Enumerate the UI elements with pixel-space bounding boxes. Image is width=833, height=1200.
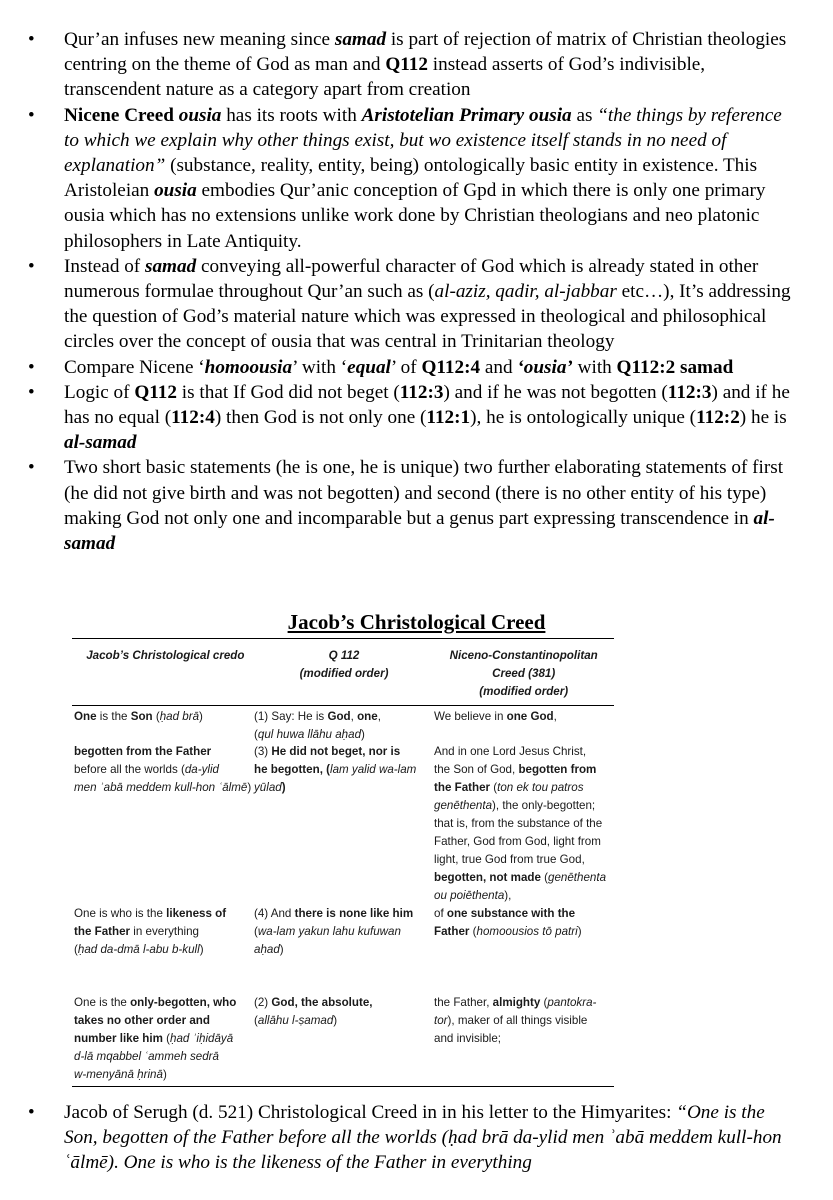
text-segment: genēthenta bbox=[434, 799, 493, 812]
text-segment: ) bbox=[162, 1068, 167, 1081]
table-row-1-jacob bbox=[74, 708, 252, 726]
text-segment: ( bbox=[490, 781, 498, 794]
text-segment: d-lā mqabbel ʿammeh sedrā bbox=[74, 1050, 219, 1063]
text-segment: (2) bbox=[254, 996, 272, 1009]
text-segment: ( bbox=[74, 943, 78, 956]
text-segment: ou poiēthenta bbox=[434, 889, 505, 902]
header-q112: Q 112 (modified order) bbox=[299, 649, 389, 680]
text-segment: ‘ousia’ bbox=[517, 356, 573, 378]
text-segment: begotten from bbox=[518, 763, 597, 776]
text-segment: that is, from the substance of the bbox=[434, 817, 603, 830]
text-segment: aḥad bbox=[254, 943, 280, 956]
text-segment: instead asserts of God’s indivisible, transcendent nature as a category apart from creation bbox=[64, 54, 706, 101]
text-segment: ton ek tou patros bbox=[497, 781, 584, 794]
text-segment: ) he is bbox=[739, 407, 787, 429]
text-segment: God bbox=[327, 710, 351, 723]
text-segment: the Father, bbox=[434, 996, 493, 1009]
text-segment: Q112 bbox=[385, 54, 428, 76]
text-segment: We believe in bbox=[434, 710, 507, 723]
text-segment: ousia bbox=[154, 180, 197, 202]
text-segment: embodies Qur’anic conception of Gpd in which there is only one primary ousia which has no extensions unlike work done by Christian theologians and neo platonic philosophers in Late Antiquity. bbox=[64, 180, 766, 252]
bullet-logic-q112 bbox=[0, 380, 833, 456]
text-segment: before all the worlds ( bbox=[74, 763, 185, 776]
text-segment: , bbox=[553, 710, 557, 723]
text-segment: in everything bbox=[130, 925, 200, 938]
text-segment: Q112 bbox=[134, 381, 177, 403]
text-segment: (3) bbox=[254, 745, 272, 758]
text-segment: he begotten, ( bbox=[254, 763, 330, 776]
table-row-4-nicene bbox=[434, 994, 616, 1048]
text-segment: ) bbox=[199, 943, 204, 956]
text-segment: number like him bbox=[74, 1032, 163, 1045]
text-segment: Father, God from God, light from bbox=[434, 835, 601, 848]
text-segment: Q112:4 bbox=[421, 356, 481, 378]
text-segment: Father bbox=[434, 925, 470, 938]
text-segment: (1) Say: He is bbox=[254, 710, 328, 723]
text-segment: Nicene Creed bbox=[64, 104, 179, 126]
text-segment: one substance with the bbox=[446, 907, 576, 920]
text-segment: ( bbox=[254, 1014, 258, 1027]
text-segment: He did not beget, nor is bbox=[271, 745, 401, 758]
text-segment: ), the only-begotten; bbox=[492, 799, 596, 812]
text-segment: ( bbox=[152, 710, 160, 723]
text-segment: al-samad bbox=[64, 432, 137, 454]
text-segment: ) bbox=[279, 943, 284, 956]
text-segment: ) then God is not only one ( bbox=[214, 407, 427, 429]
text-segment: conveying all-powerful character of God which is already stated in other numerous formulae throughout Qur’an such as ( bbox=[64, 255, 759, 303]
text-segment: of bbox=[434, 907, 447, 920]
text-segment: “One is the Son, begotten of the Father before all the worlds (ḥad brā da-ylid men ʾabā meddem kull-hon ʿālmē). One is who is the likeness of the Father in everything bbox=[64, 1102, 782, 1174]
text-segment: the Son of God, bbox=[434, 763, 519, 776]
text-segment: ), maker of all things visible bbox=[447, 1014, 588, 1027]
creed-comparison-table bbox=[72, 638, 614, 1081]
text-segment: (4) And bbox=[254, 907, 295, 920]
text-segment: ) bbox=[333, 1014, 338, 1027]
text-segment: wa-lam yakun lahu kufuwan bbox=[257, 925, 401, 938]
bullet-jacob-serugh-creed bbox=[0, 1100, 833, 1176]
text-segment: ) bbox=[247, 781, 252, 794]
text-segment: One is who is the bbox=[74, 907, 167, 920]
bullet-samad-material-nature bbox=[0, 254, 833, 355]
text-segment: and bbox=[480, 356, 518, 378]
text-segment: ( bbox=[162, 1032, 170, 1045]
text-segment: “the things by reference to which we explain why other things exist, but wo existence itself stands in no need of explanation” bbox=[64, 104, 782, 177]
text-segment: one God bbox=[506, 710, 554, 723]
text-segment: has its roots with bbox=[221, 104, 362, 126]
text-segment: etc…), It’s addressing the question of God’s material nature which was expressed in theological and philosophical circles over the concept of ousia that was central in Trinitarian theology bbox=[64, 281, 791, 353]
bullet-samad-rejection bbox=[0, 27, 833, 103]
text-segment: ) bbox=[361, 728, 365, 741]
text-segment: light, true God from true God, bbox=[434, 853, 585, 866]
text-segment: ), bbox=[504, 889, 512, 902]
text-segment: ousia bbox=[178, 104, 222, 126]
text-segment: da-ylid bbox=[184, 763, 219, 776]
text-segment: with bbox=[572, 356, 617, 378]
text-segment: Q112:2 samad bbox=[616, 356, 734, 378]
text-segment: samad bbox=[334, 29, 387, 50]
text-segment: ) bbox=[281, 781, 286, 794]
bullet-list-bottom bbox=[0, 1100, 833, 1176]
text-segment: ) bbox=[199, 710, 203, 723]
text-segment: ) bbox=[577, 925, 582, 938]
text-segment: begotten, not made bbox=[434, 871, 541, 884]
text-segment: takes no other order and bbox=[74, 1014, 210, 1027]
table-row-1-nicene bbox=[434, 708, 616, 726]
text-segment: samad bbox=[145, 255, 197, 277]
text-segment: almighty bbox=[492, 996, 541, 1009]
text-segment: Son bbox=[130, 710, 153, 723]
text-segment: Instead of bbox=[64, 255, 145, 277]
text-segment: w-menyānā ḥrinā bbox=[74, 1068, 163, 1081]
table-row-3-nicene bbox=[434, 905, 616, 941]
text-segment: genēthenta bbox=[548, 871, 607, 884]
table-title: Jacob’s Christological Creed bbox=[287, 610, 546, 634]
text-segment: ), he is ontologically unique ( bbox=[470, 407, 697, 429]
text-segment: (substance, reality, entity, being) ontologically basic entity in existence. This Aristoleian bbox=[64, 155, 758, 202]
bullet-nicene-ousia bbox=[0, 103, 833, 254]
text-segment: as bbox=[571, 104, 598, 126]
text-segment: equal bbox=[347, 356, 391, 378]
header-nicene-creed: Niceno-Constantinopolitan Creed (381) (modified order) bbox=[449, 649, 598, 698]
table-row-3-jacob bbox=[74, 905, 252, 959]
text-segment: is the bbox=[96, 710, 131, 723]
text-segment: lam yalid wa-lam bbox=[330, 763, 417, 776]
header-jacob-credo: Jacob’s Christological credo bbox=[86, 649, 245, 662]
table-row-2-q112 bbox=[254, 743, 432, 797]
text-segment: ( bbox=[540, 871, 549, 884]
text-segment: One is the bbox=[74, 996, 131, 1009]
text-segment: ( bbox=[254, 925, 258, 938]
text-segment: homoousios tō patri bbox=[476, 925, 578, 938]
text-segment: pantokra- bbox=[547, 996, 597, 1009]
text-segment: 112:3 bbox=[399, 381, 444, 403]
text-segment: , bbox=[377, 710, 381, 723]
text-segment: 112:2 bbox=[696, 407, 740, 429]
text-segment: Jacob of Serugh (d. 521) Christological Creed in in his letter to the Himyarites: bbox=[64, 1102, 677, 1123]
text-segment: 112:4 bbox=[171, 407, 215, 429]
table-bottom-rule bbox=[72, 1086, 614, 1087]
bullet-basic-statements bbox=[0, 455, 833, 556]
table-row-1-q112 bbox=[254, 708, 432, 744]
text-segment: the Father bbox=[74, 925, 131, 938]
text-segment: God, the absolute, bbox=[271, 996, 373, 1009]
text-segment: Two short basic statements (he is one, he is unique) two further elaborating statements of first (he did not give birth and was not begotten) and second (there is no other entity of his type) making God not only one and incomparable but a genus part expressing transcendence in bbox=[64, 457, 784, 529]
text-segment: ) and if he was not begotten ( bbox=[443, 381, 668, 403]
text-segment: Aristotelian Primary ousia bbox=[361, 104, 572, 126]
text-segment: One bbox=[74, 710, 97, 723]
table-row-3-q112 bbox=[254, 905, 432, 959]
text-segment: ( bbox=[254, 728, 258, 741]
text-segment: ( bbox=[469, 925, 477, 938]
text-segment: al-aziz, qadir, al-jabbar bbox=[434, 281, 617, 303]
bullet-compare-homoousia bbox=[0, 355, 833, 380]
text-segment: ’ of bbox=[390, 356, 422, 378]
text-segment: Qur’an infuses new meaning since bbox=[64, 29, 335, 50]
text-segment: ( bbox=[540, 996, 548, 1009]
text-segment: only-begotten, who bbox=[130, 996, 237, 1009]
text-segment: homoousia bbox=[204, 356, 293, 378]
text-segment: ḥad brā bbox=[159, 710, 200, 723]
text-segment: and invisible; bbox=[434, 1032, 502, 1045]
text-segment: begotten from the Father bbox=[74, 745, 212, 758]
text-segment: tor bbox=[434, 1014, 448, 1027]
text-segment: qul huwa llāhu aḥad bbox=[257, 728, 362, 741]
text-segment: Compare Nicene ‘ bbox=[64, 356, 205, 378]
text-segment: likeness of bbox=[166, 907, 227, 920]
text-segment: ) and if he has no equal ( bbox=[64, 381, 790, 429]
text-segment: 112:1 bbox=[426, 407, 471, 429]
text-segment: 112:3 bbox=[667, 381, 712, 403]
text-segment: one bbox=[357, 710, 378, 723]
table-row-4-jacob bbox=[74, 994, 252, 1084]
text-segment: is that If God did not beget ( bbox=[177, 381, 400, 403]
text-segment: Logic of bbox=[64, 381, 135, 403]
table-row-4-q112 bbox=[254, 994, 432, 1030]
text-segment: men ʾabā meddem kull-hon ʿālmē bbox=[74, 781, 248, 794]
table-row-2-jacob bbox=[74, 743, 252, 797]
text-segment: the Father bbox=[434, 781, 491, 794]
table-row-2-nicene bbox=[434, 743, 616, 905]
text-segment: is part of rejection of matrix of Christian theologies centring on the theme of God as man and bbox=[64, 29, 787, 76]
text-segment: ḥad da-dmā l-abu b-kull bbox=[77, 943, 200, 956]
text-segment: yūlad bbox=[254, 781, 282, 794]
table-header-row bbox=[72, 639, 614, 706]
text-segment: there is none like him bbox=[294, 907, 414, 920]
text-segment: , bbox=[350, 710, 358, 723]
text-segment: al-samad bbox=[64, 507, 775, 555]
bullet-list-top bbox=[0, 27, 833, 556]
text-segment: ḥad ʾiḥidāyā bbox=[170, 1032, 234, 1045]
text-segment: ’ with ‘ bbox=[292, 356, 348, 378]
text-segment: allāhu l-ṣamad bbox=[257, 1014, 334, 1027]
text-segment: And in one Lord Jesus Christ, bbox=[434, 745, 587, 758]
